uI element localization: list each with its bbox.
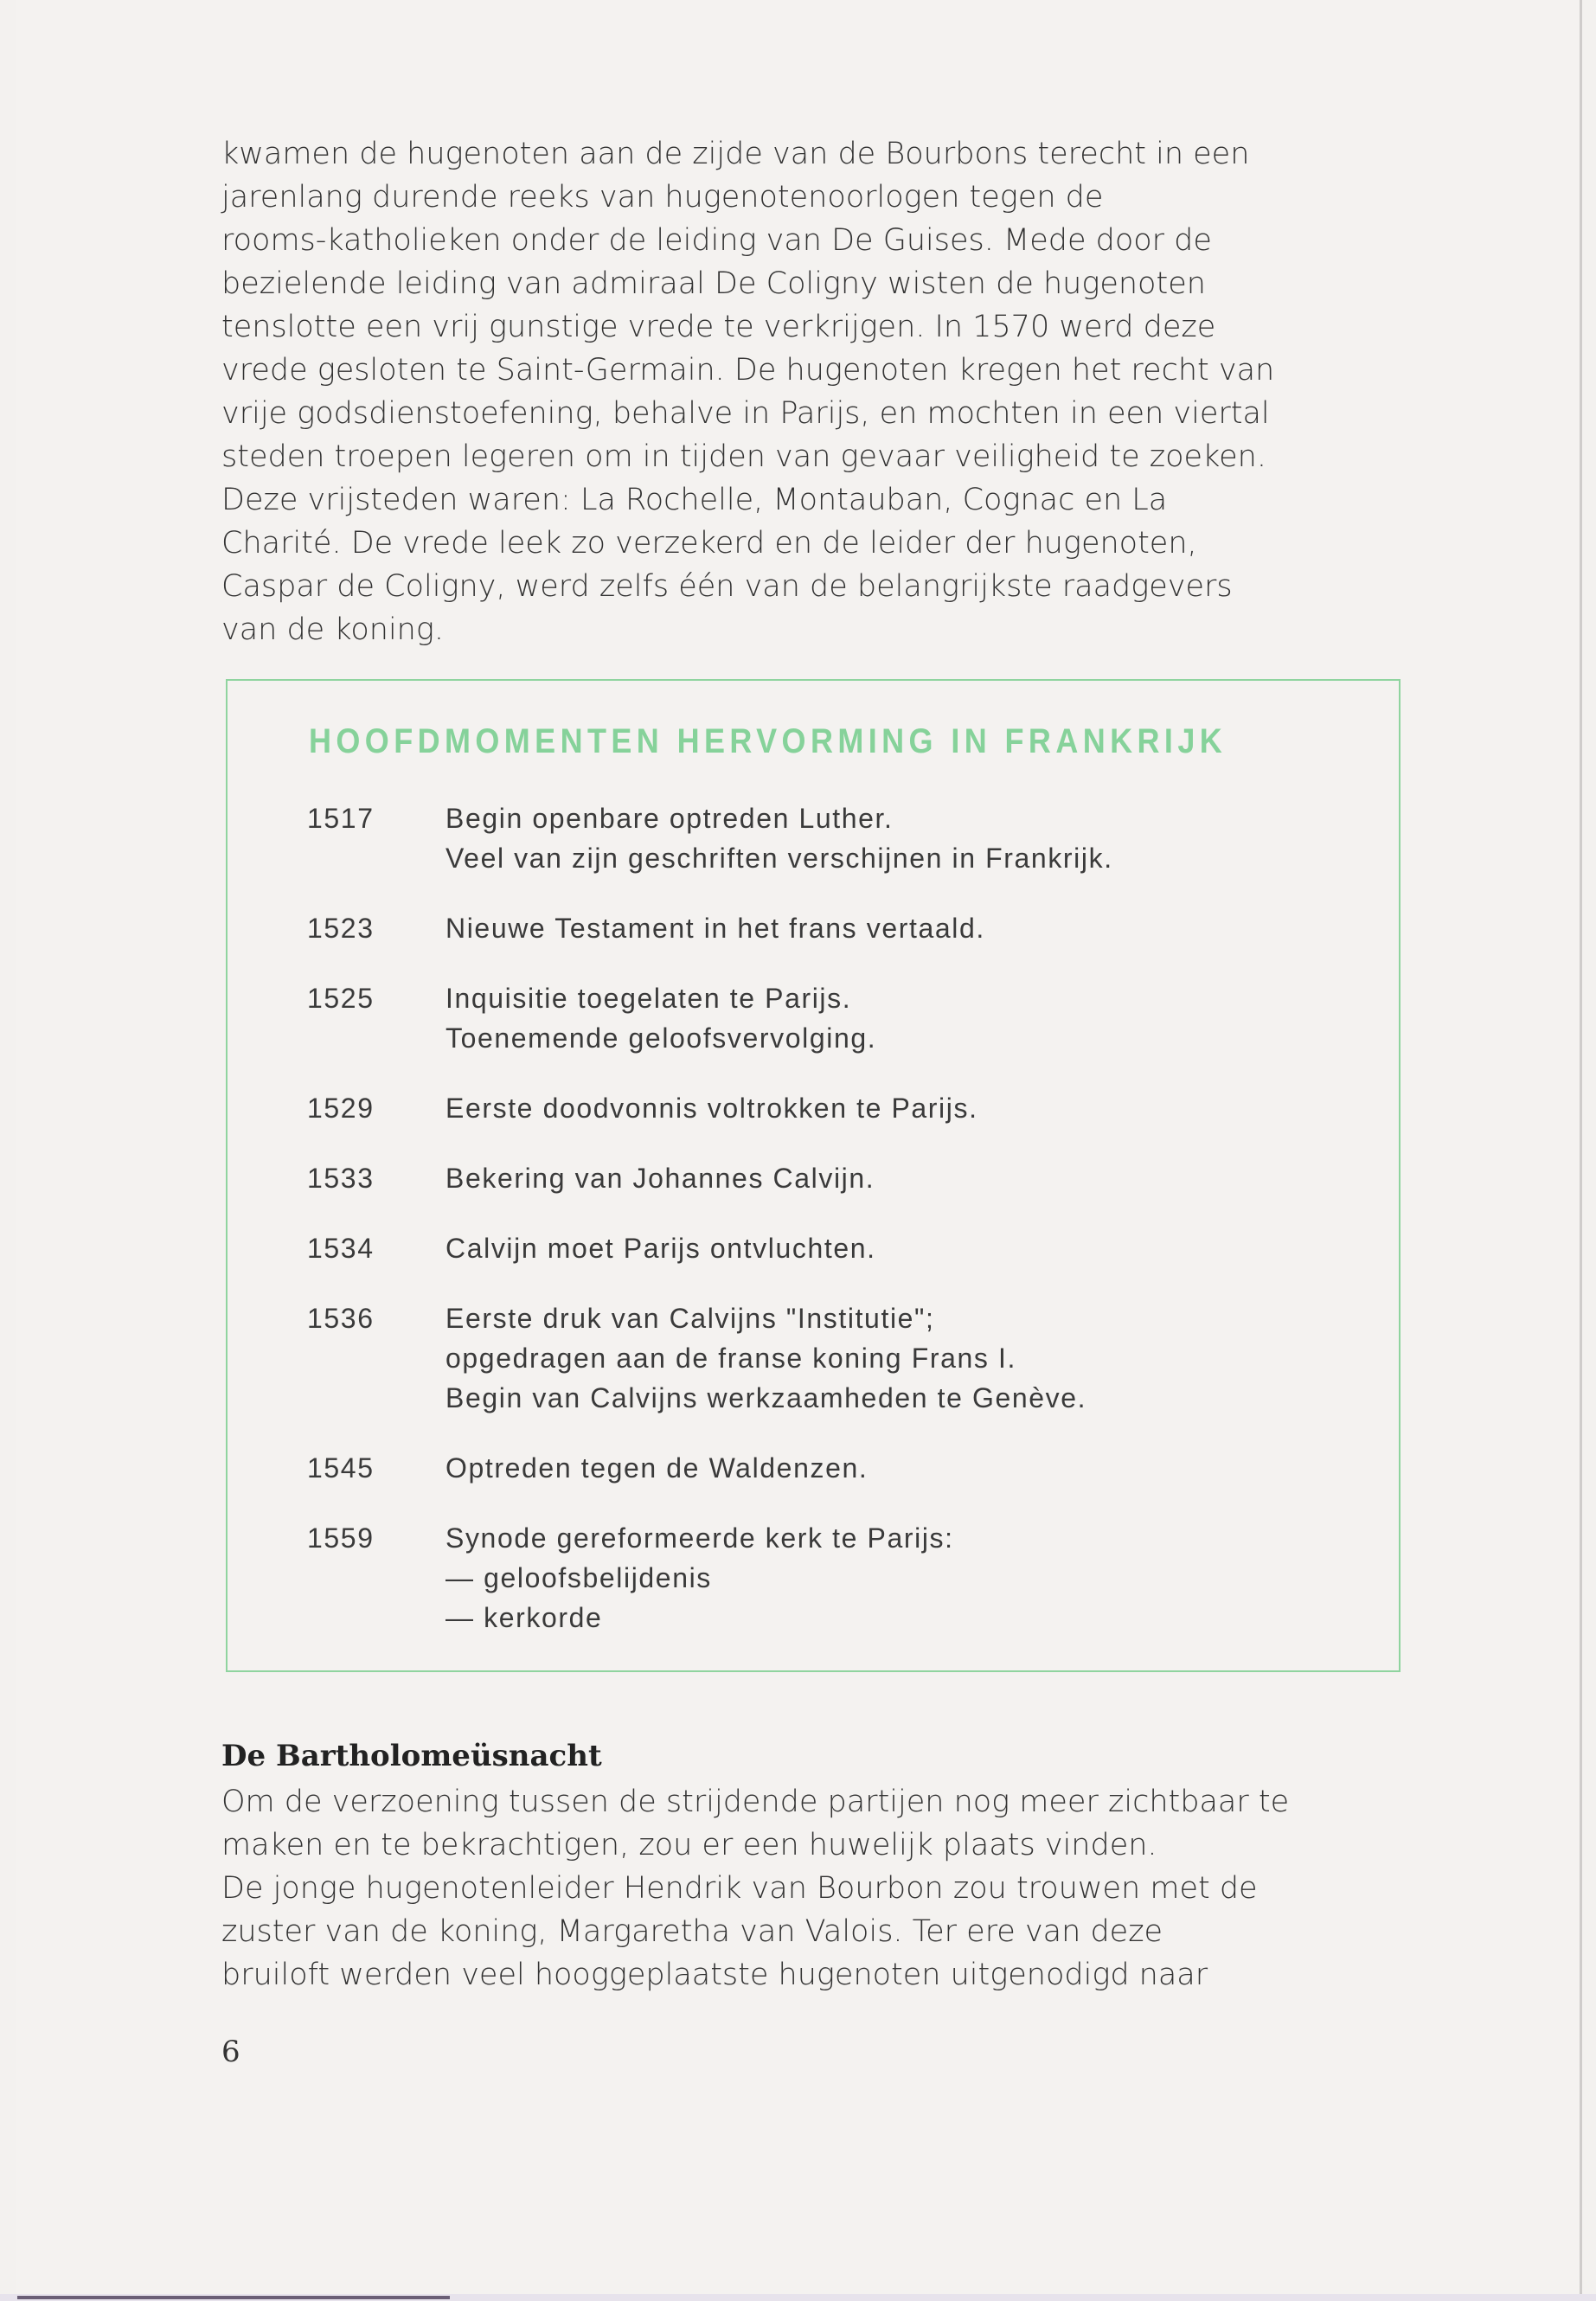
entry-year: 1533 [307,1163,375,1194]
entry-year: 1545 [307,1452,375,1484]
entry-description [445,798,1113,878]
scan-edge [0,2294,1596,2301]
text-line: zuster van de koning, Margaretha van Valois. Ter ere van deze [221,1914,1163,1949]
timeline-list [307,798,1113,1668]
entry-year: 1534 [307,1233,375,1264]
entry-description [445,908,985,948]
text-line: Om de verzoening tussen de strijdende partijen nog meer zichtbaar te [221,1785,1290,1819]
timeline-entry [307,1158,1113,1198]
timeline-entry [307,908,1113,948]
text-line: Begin openbare optreden Luther. [445,803,894,834]
text-line: bezielende leiding van admiraal De Coligny wisten de hugenoten [221,266,1206,301]
text-line: Eerste druk van Calvijns "Institutie"; [445,1303,935,1334]
text-line: Begin van Calvijns werkzaamheden te Genève. [445,1382,1087,1413]
text-line: vrede gesloten te Saint-Germain. De hugenoten kregen het recht van [221,353,1275,388]
text-line: vrije godsdienstoefening, behalve in Parijs, en mochten in een viertal [221,396,1270,431]
entry-description [445,1088,978,1128]
scan-edge-mark [17,2296,450,2299]
timeline-entry [307,798,1113,878]
entry-description [445,1228,876,1268]
text-line: — kerkorde [445,1602,603,1633]
text-line: Calvijn moet Parijs ontvluchten. [445,1233,876,1264]
text-line: Caspar de Coligny, werd zelfs één van de belangrijkste raadgevers [221,569,1233,604]
text-line: Deze vrijsteden waren: La Rochelle, Montauban, Cognac en La [221,483,1168,517]
timeline-entry [307,1518,1113,1638]
section-heading: De Bartholomeüsnacht [221,1739,602,1773]
text-line: kwamen de hugenoten aan de zijde van de Bourbons terecht in een [221,137,1250,171]
document-page [16,0,1582,2297]
text-line: van de koning. [221,612,444,647]
entry-description [445,1518,954,1638]
timeline-entry [307,1448,1113,1488]
timeline-entry [307,1298,1113,1418]
text-line: opgedragen aan de franse koning Frans I. [445,1343,1016,1374]
intro-paragraph [221,132,1274,651]
entry-year: 1517 [307,803,375,834]
text-line: rooms-katholieken onder de leiding van De Guises. Mede door de [221,223,1212,258]
timeline-title: HOOFDMOMENTEN HERVORMING IN FRANKRIJK [309,722,1227,760]
text-line: Optreden tegen de Waldenzen. [445,1452,869,1484]
text-line: Charité. De vrede leek zo verzekerd en de leider der hugenoten, [221,526,1197,561]
entry-year: 1536 [307,1303,375,1334]
section-paragraph [221,1780,1289,1997]
text-line: Inquisitie toegelaten te Parijs. [445,983,852,1014]
text-line: steden troepen legeren om in tijden van gevaar veiligheid te zoeken. [221,439,1266,474]
text-line: Veel van zijn geschriften verschijnen in Frankrijk. [445,843,1113,874]
timeline-entry [307,1228,1113,1268]
text-line: jarenlang durende reeks van hugenotenoorlogen tegen de [221,180,1104,215]
timeline-entry [307,978,1113,1058]
text-line: Toenemende geloofsvervolging. [445,1022,877,1054]
entry-year: 1525 [307,983,375,1014]
entry-description [445,1448,868,1488]
text-line: De jonge hugenotenleider Hendrik van Bourbon zou trouwen met de [221,1871,1258,1906]
text-line: Nieuwe Testament in het frans vertaald. [445,913,985,944]
text-line: maken en te bekrachtigen, zou er een huwelijk plaats vinden. [221,1828,1157,1862]
entry-year: 1523 [307,913,375,944]
entry-year: 1559 [307,1522,375,1554]
timeline-entry [307,1088,1113,1128]
entry-description [445,1298,1086,1418]
text-line: — geloofsbelijdenis [445,1562,712,1593]
entry-description [445,978,876,1058]
entry-year: 1529 [307,1093,375,1124]
page-number: 6 [221,2035,240,2069]
text-line: tenslotte een vrij gunstige vrede te verkrijgen. In 1570 werd deze [221,310,1216,344]
entry-description [445,1158,875,1198]
text-line: Eerste doodvonnis voltrokken te Parijs. [445,1093,978,1124]
text-line: bruiloft werden veel hooggeplaatste hugenoten uitgenodigd naar [221,1958,1208,1992]
text-line: Bekering van Johannes Calvijn. [445,1163,875,1194]
text-line: Synode gereformeerde kerk te Parijs: [445,1522,954,1554]
timeline-box [226,679,1401,1672]
